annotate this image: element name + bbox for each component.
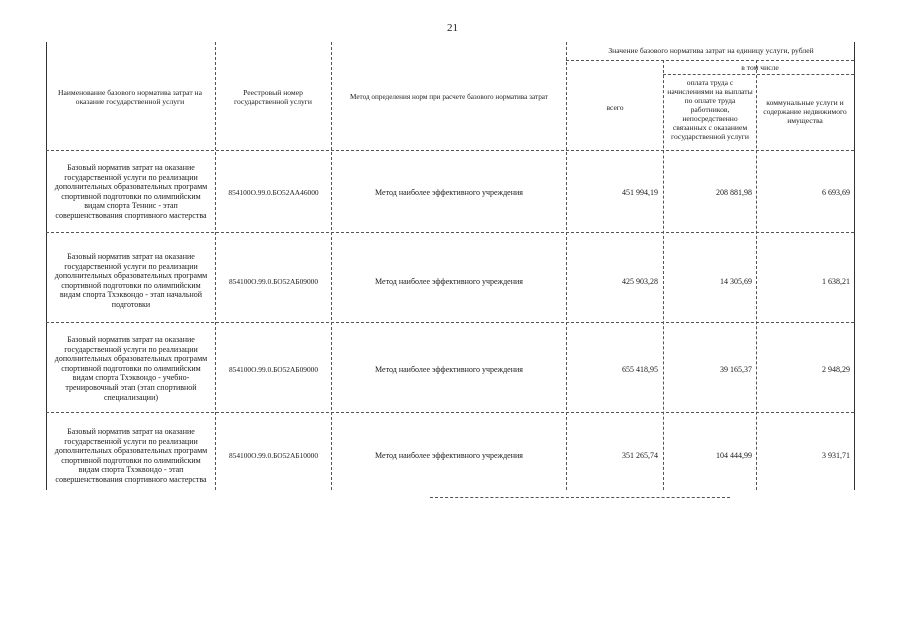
table-row-4-total: 351 265,74 (622, 451, 658, 460)
header-including: в том числе (741, 63, 779, 72)
row-divider (46, 412, 854, 413)
column-divider (215, 42, 216, 490)
column-divider (331, 42, 332, 490)
table-row-2-salary: 14 305,69 (720, 277, 752, 286)
table-row-3-salary: 39 165,37 (720, 365, 752, 374)
table-row-3-name: Базовый норматив затрат на оказание государственной услуги по реализации дополнительных образовательных программ спортивной подготовки по олимпийским видам спорта Тхэквондо - учебно-тренировочный этап (этап спортивной специализации) (54, 335, 208, 402)
table-row-1-utilities: 6 693,69 (822, 188, 850, 197)
table-row-3-method: Метод наиболее эффективного учреждения (375, 365, 523, 374)
table-row-4-registry: 854100О.99.0.БО52АБ10000 (228, 451, 319, 460)
table-row-1-registry: 854100О.99.0.БО52АА46000 (228, 188, 319, 197)
table-row-2-registry: 854100О.99.0.БО52АБ09000 (228, 277, 319, 286)
table-row-4-name: Базовый норматив затрат на оказание государственной услуги по реализации дополнительных образовательных программ спортивной подготовки по олимпийским видам спорта Тхэквондо - этап совершенствования спортивного мастерства (54, 427, 208, 484)
header-group-line (566, 60, 854, 61)
table-row-2-utilities: 1 638,21 (822, 277, 850, 286)
table-border-right (854, 42, 855, 490)
table-row-2-total: 425 903,28 (622, 277, 658, 286)
header-salary: оплата труда с начислениями на выплаты по оплате труда работников, непосредственно связанных с оказанием государственной услуги (667, 78, 753, 141)
header-value-group: Значение базового норматива затрат на единицу услуги, рублей (608, 46, 814, 55)
column-divider (756, 60, 757, 490)
header-name: Наименование базового норматива затрат на оказание государственной услуги (58, 88, 202, 106)
table-row-3-total: 655 418,95 (622, 365, 658, 374)
table-row-2-method: Метод наиболее эффективного учреждения (375, 277, 523, 286)
row-divider (46, 322, 854, 323)
header-utilities: коммунальные услуги и содержание недвижимого имущества (763, 98, 847, 125)
table-row-4-salary: 104 444,99 (716, 451, 752, 460)
column-divider (566, 42, 567, 490)
table-row-3-utilities: 2 948,29 (822, 365, 850, 374)
page-number: 21 (447, 22, 458, 34)
header-subgroup-line (663, 74, 854, 75)
table-row-3-registry: 854100О.99.0.БО52АБ09000 (228, 365, 319, 374)
header-bottom-line (46, 150, 854, 151)
header-method: Метод определения норм при расчете базового норматива затрат (350, 93, 548, 101)
table-row-2-name: Базовый норматив затрат на оказание государственной услуги по реализации дополнительных образовательных программ спортивной подготовки по олимпийским видам спорта Тхэквондо - этап начальной подготовки (54, 252, 208, 309)
header-total: всего (606, 103, 624, 112)
table-row-4-utilities: 3 931,71 (822, 451, 850, 460)
table-row-1-total: 451 994,19 (622, 188, 658, 197)
table-border-left (46, 42, 47, 490)
row-divider (46, 232, 854, 233)
table-row-1-name: Базовый норматив затрат на оказание государственной услуги по реализации дополнительных образовательных программ спортивной подготовки по олимпийским видам спорта Теннис - этап совершенствования спортивного мастерства (54, 163, 208, 220)
table-row-1-method: Метод наиболее эффективного учреждения (375, 188, 523, 197)
column-divider (663, 60, 664, 490)
table-row-4-method: Метод наиболее эффективного учреждения (375, 451, 523, 460)
header-registry: Реестровый номер государственной услуги (234, 88, 312, 106)
table-bottom-line (430, 497, 730, 498)
table-row-1-salary: 208 881,98 (716, 188, 752, 197)
